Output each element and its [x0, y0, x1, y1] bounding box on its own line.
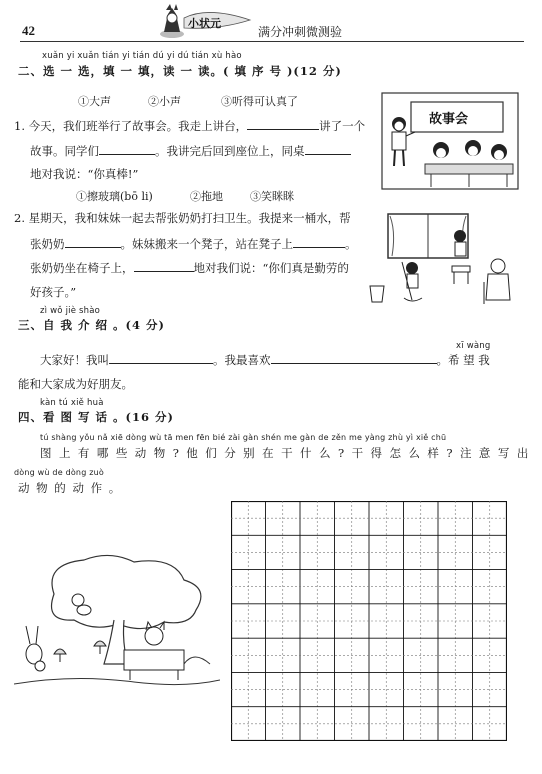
option-1-1: ①大声 — [78, 95, 111, 108]
intro-text-a: 大家好！我叫 — [40, 353, 109, 367]
q2-line2 — [30, 236, 357, 252]
q2-text-a: 张奶奶 — [30, 237, 65, 251]
option-1-2: ②小声 — [148, 95, 181, 108]
section2-title: 二、选 一 选，填 一 填，读 一 读。( 填 序 号 )(12 分) — [18, 64, 342, 78]
q2-line1: 2. 星期天，我和妹妹一起去帮张奶奶打扫卫生。我提来一桶水，帮 — [14, 211, 351, 225]
option-2-2: ②拖地 — [190, 190, 223, 203]
q2-text-c: 。 — [345, 237, 357, 251]
q1-blank-2[interactable] — [99, 143, 155, 155]
q1-blank-1[interactable] — [247, 118, 319, 130]
intro-text-b: 。我最喜欢 — [213, 353, 271, 367]
section2-pinyin: xuǎn yi xuǎn tián yi tián dú yi dú tián xù hào — [42, 51, 242, 61]
q2-text-e: 地对我们说：“你们真是勤劳的 — [193, 261, 349, 275]
section3-pinyin: zì wǒ jiè shào — [40, 306, 101, 316]
hobby-blank[interactable] — [271, 352, 437, 364]
option-2-3: ③笑眯眯 — [250, 190, 294, 203]
option-1-3: ③听得可认真了 — [221, 95, 298, 108]
story-sign-text: 故事会 — [429, 112, 469, 127]
story-meeting-illustration — [381, 92, 519, 190]
section4-pinyin-line2: dòng wù de dòng zuò — [14, 468, 104, 477]
section4-line1: 图 上 有 哪 些 动 物 ? 他 们 分 别 在 干 什 么 ? 干 得 怎 么 样 ? 注 意 写 出 — [40, 446, 531, 460]
intro-text-c: 。希 望 我 — [436, 353, 490, 367]
name-blank[interactable] — [109, 352, 213, 364]
q1-line1 — [14, 118, 365, 134]
q1-text-b: 讲了一个 — [319, 119, 366, 133]
q1-text-a: 1. 今天，我们班举行了故事会。我走上讲台， — [14, 119, 248, 133]
section4-pinyin-line1: tú shàng yǒu nǎ xiē dòng wù tā men fēn bié zài gàn shén me gàn de zěn me yàng zhù yì xiě chū — [40, 433, 447, 442]
logo-text: 小状元 — [188, 17, 221, 30]
q1-line2 — [30, 143, 351, 159]
section3-line2: 能和大家成为好朋友。 — [18, 377, 133, 391]
header-rule — [20, 41, 524, 42]
brand-logo — [158, 4, 254, 40]
cleaning-illustration — [366, 212, 514, 308]
section4-pinyin: kàn tú xiě huà — [40, 398, 104, 408]
q1-text-c: 故事。同学们 — [30, 144, 99, 158]
page-number: 42 — [22, 23, 35, 38]
q2-text-d: 张奶奶坐在椅子上， — [30, 261, 134, 275]
section4-title: 四、看 图 写 话 。(16 分) — [18, 410, 174, 424]
q2-blank-2[interactable] — [293, 236, 345, 248]
series-title: 满分冲刺微测验 — [258, 25, 343, 39]
section3-pinyin-right: xī wàng — [456, 341, 491, 351]
section3-line1 — [40, 352, 490, 368]
q2-line4: 好孩子。” — [30, 285, 77, 299]
writing-grid[interactable] — [231, 501, 507, 741]
q1-text-d: 。我讲完后回到座位上，同桌 — [155, 144, 305, 158]
q2-line3 — [30, 260, 349, 276]
section3-title: 三、自 我 介 绍 。(4 分) — [18, 318, 165, 332]
section4-line2: 动 物 的 动 作 。 — [18, 481, 122, 495]
q2-blank-1[interactable] — [65, 236, 121, 248]
animals-tree-illustration — [14, 554, 220, 692]
q2-blank-3[interactable] — [134, 260, 194, 272]
option-2-1: ①擦玻璃(bō li) — [76, 190, 153, 203]
q1-blank-3[interactable] — [305, 143, 351, 155]
q1-line3: 地对我说：“你真棒!” — [30, 167, 139, 181]
q2-text-b: 。妹妹搬来一个凳子，站在凳子上 — [120, 237, 293, 251]
